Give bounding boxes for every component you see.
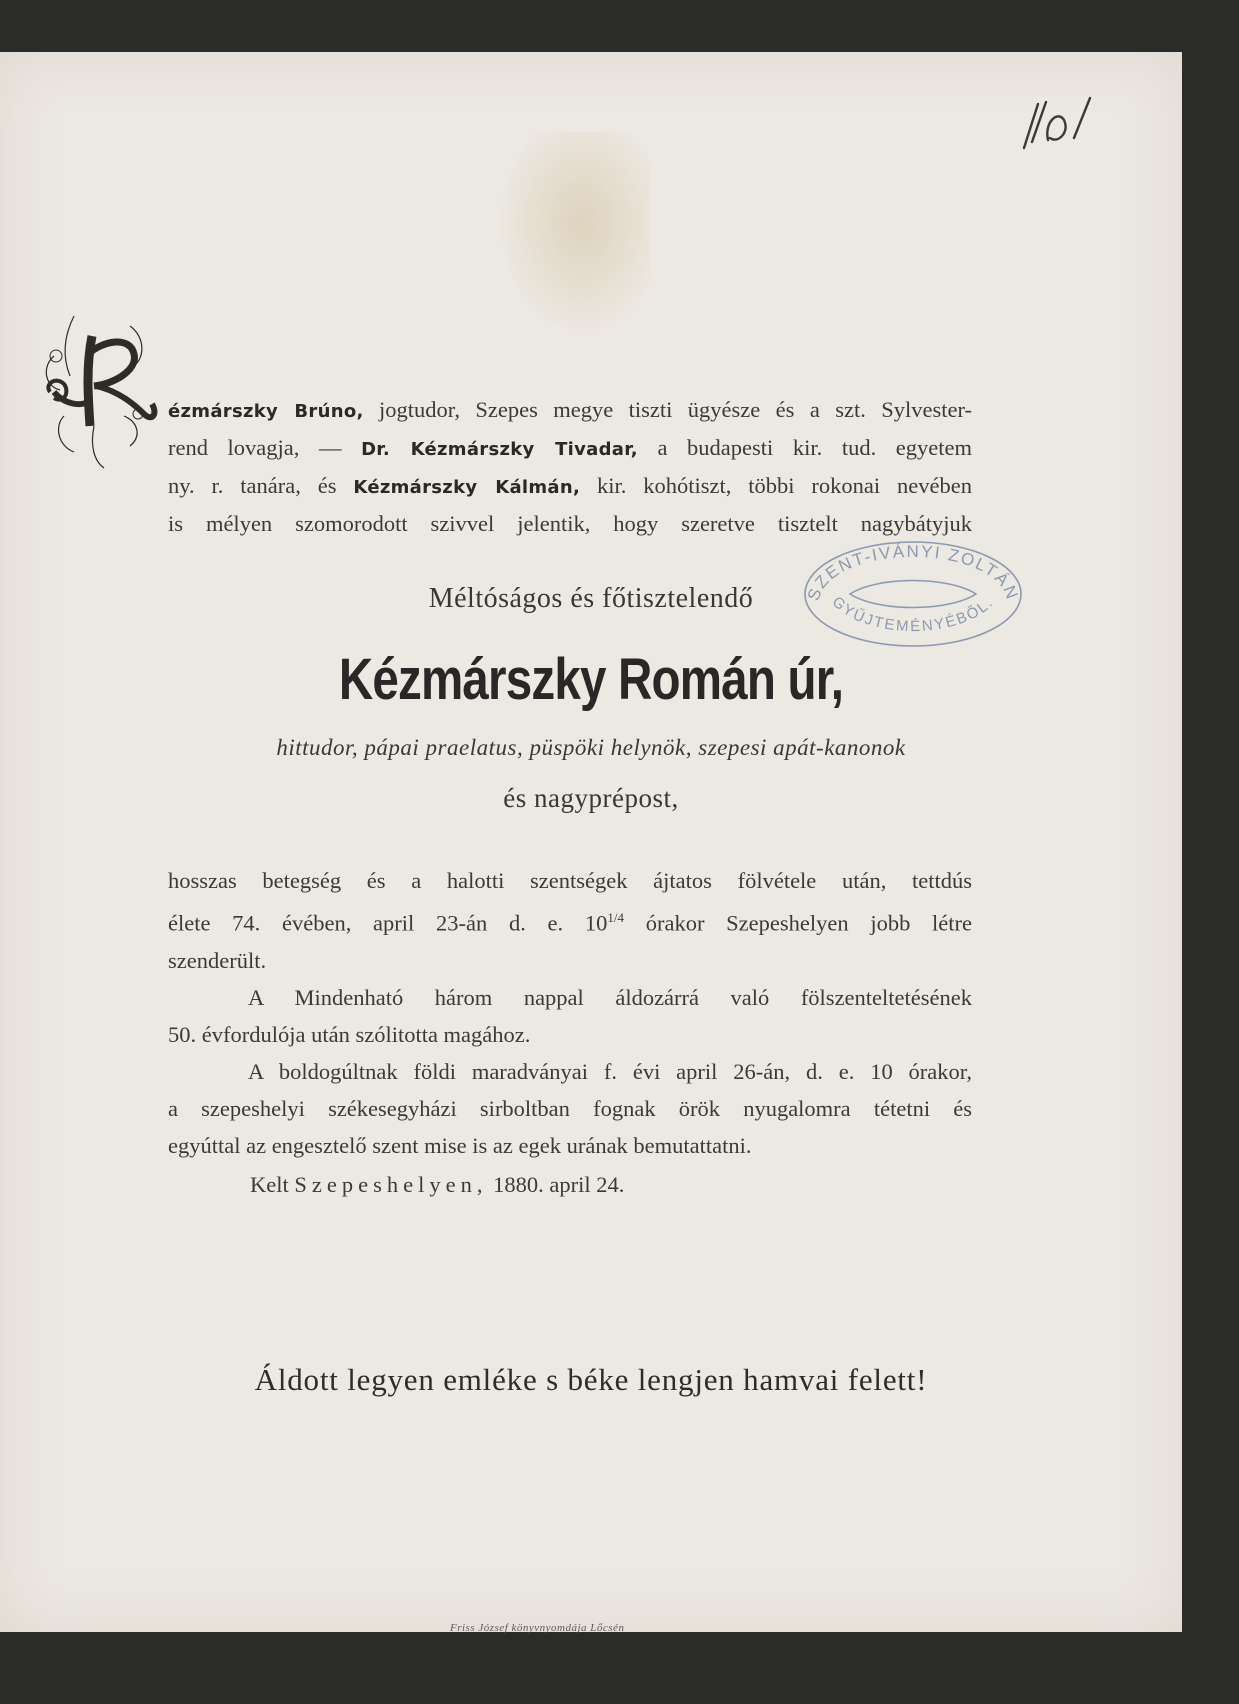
ornamental-initial-k — [34, 296, 164, 486]
handwritten-folio-icon — [1018, 92, 1118, 162]
printer-imprint: Friss József könyvnyomdája Lőcsén — [450, 1622, 625, 1634]
paper-stain — [500, 132, 650, 332]
announcement-body: hosszas betegség és a halotti szentségek ájtatos fölvétele után, tettdús élete 74. évében, april 23-án d. e. $10^{1/4}$ órakor Szepeshelyen jobb létre szenderült. A Mindenható három nappal áldozárrá való fölszenteltetésének 50. évfordulója után szólitotta magához. A boldogúltnak földi maradványai f. évi april 26-án, d. e. 10 órakor, a szepeshelyi székesegyházi sirboltban fognak örök nyugalomra tétetni és egyúttal az engesztelő szent mise is az egek urának bemutattatni. — [168, 868, 972, 1158]
closing-blessing: Áldott legyen emléke s béke lengjen hamvai felett! — [254, 1362, 928, 1397]
intro-paragraph: ézmárszky Brúno, jogtudor, Szepes megye tiszti ügyésze és a szt. Sylvester- rend lovagja, — Dr. Kézmárszky Tivadar, a budapesti kir. tud. egyetem ny. r. tanára, és Kézmárszky Kálmán, kir. kohótiszt, többi rokonai nevében is mélyen szomorodott szivvel jelentik, hogy szeretve tisztelt nagybátyjuk — [168, 397, 973, 536]
dateline: Kelt Szepeshelyen, 1880. april 24. — [250, 1172, 625, 1197]
folio-number — [1018, 92, 1118, 162]
honorific-line: Méltóságos és főtisztelendő — [428, 583, 754, 614]
deceased-name: Kézmárszky Román úr, — [338, 647, 844, 712]
deceased-rank: és nagyprépost, — [503, 783, 679, 813]
deceased-titles: hittudor, pápai praelatus, püspöki helynök, szepesi apát-kanonok — [276, 735, 906, 760]
svg-text:GYŰJTEMÉNYÉBŐL.: GYŰJTEMÉNYÉBŐL. — [828, 593, 998, 636]
collection-stamp — [798, 532, 1028, 652]
relative-name-bruno: ézmárszky Brúno, — [168, 401, 364, 422]
svg-text:SZENT-IVÁNYI ZOLTÁN: SZENT-IVÁNYI ZOLTÁN — [803, 541, 1023, 604]
relative-name-kalman: Kézmárszky Kálmán, — [353, 477, 581, 498]
relative-name-tivadar: Dr. Kézmárszky Tivadar, — [361, 439, 638, 460]
